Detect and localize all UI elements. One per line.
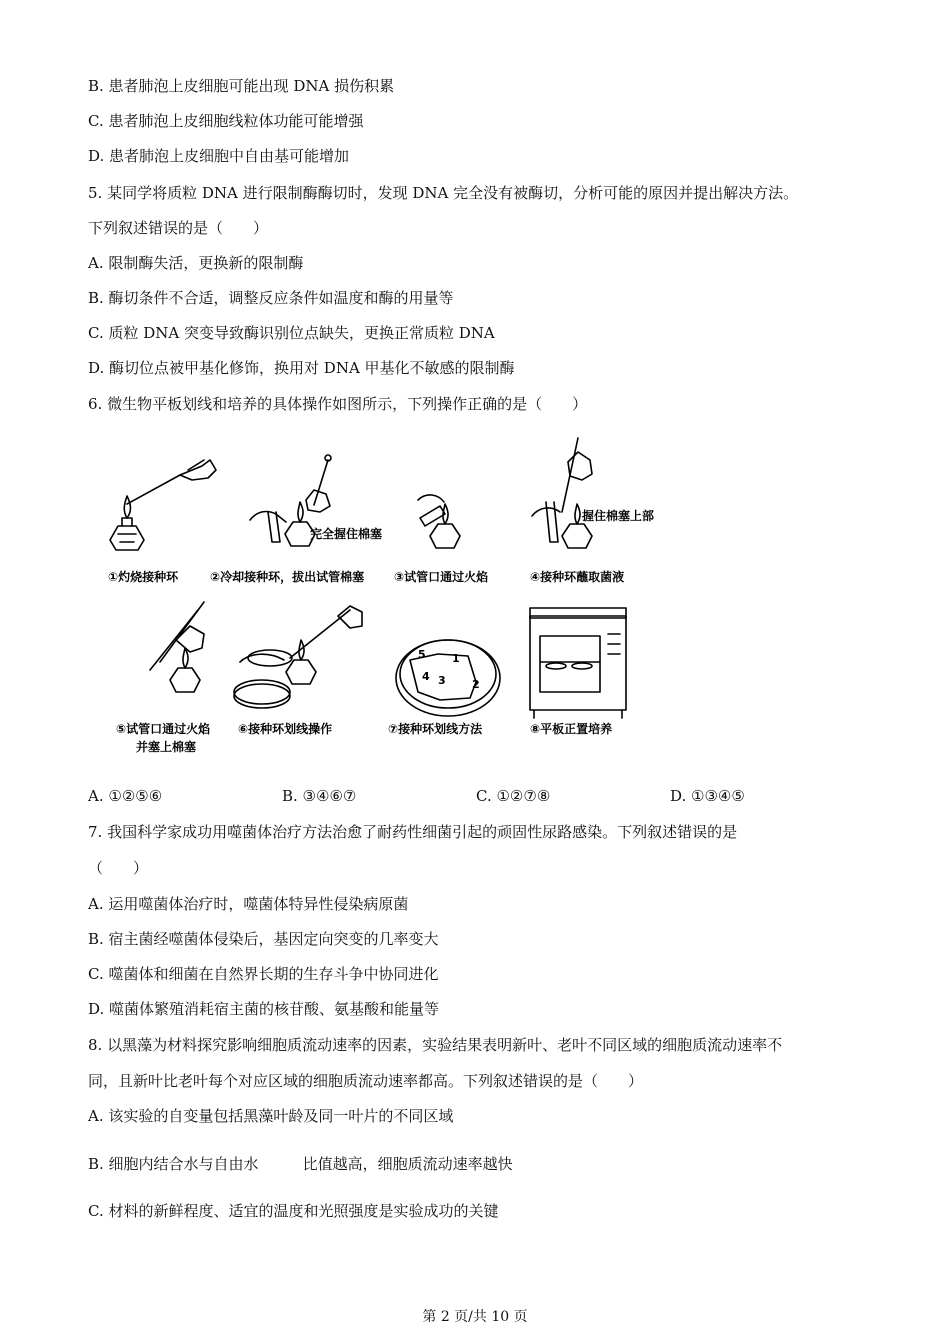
caption-step1: ①灼烧接种环 xyxy=(108,570,179,584)
q8-stem-line2: 同，且新叶比老叶每个对应区域的细胞质流动速率都高。下列叙述错误的是（ ） xyxy=(88,1072,644,1090)
q7-option-b: B. 宿主菌经噬菌体侵染后，基因定向突变的几率变大 xyxy=(88,930,439,948)
note-grip-full: 完全握住棉塞 xyxy=(310,527,383,541)
caption-step2: ②冷却接种环，拔出试管棉塞 xyxy=(210,570,365,584)
q8-stem-line1: 8. 以黑藻为材料探究影响细胞质流动速率的因素，实验结果表明新叶、老叶不同区域的细胞质流动速率不 xyxy=(88,1036,783,1054)
q5-stem-line2: 下列叙述错误的是（ ） xyxy=(88,219,269,237)
caption-step4: ④接种环蘸取菌液 xyxy=(530,570,625,584)
page-footer: 第 2 页/共 10 页 xyxy=(422,1309,528,1325)
q4-option-c: C. 患者肺泡上皮细胞线粒体功能可能增强 xyxy=(88,112,364,130)
caption-step8: ⑧平板正置培养 xyxy=(530,722,613,736)
q5-stem-line1: 5. 某同学将质粒 DNA 进行限制酶酶切时，发现 DNA 完全没有被酶切，分析可能的原因并提出解决方法。 xyxy=(88,184,799,202)
step8-incubator-illustration xyxy=(530,608,626,718)
q8-option-b-part1: B. 细胞内结合水与自由水 xyxy=(88,1155,259,1173)
step3-tube-illustration xyxy=(418,495,460,548)
q5-option-b: B. 酶切条件不合适，调整反应条件如温度和酶的用量等 xyxy=(88,289,454,307)
q7-option-d: D. 噬菌体繁殖消耗宿主菌的核苷酸、氨基酸和能量等 xyxy=(88,1000,440,1018)
q6-option-d: D. ①③④⑤ xyxy=(670,787,745,805)
q7-stem-line2: （ ） xyxy=(88,859,149,877)
q6-option-b: B. ③④⑥⑦ xyxy=(282,787,357,805)
caption-step5-line1: ⑤试管口通过火焰 xyxy=(116,722,211,736)
step7-dish-illustration xyxy=(396,640,500,716)
q7-stem-line1: 7. 我国科学家成功用噬菌体治疗方法治愈了耐药性细菌引起的顽固性尿路感染。下列叙述错误的是 xyxy=(88,823,738,841)
dish-label-3: 3 xyxy=(438,674,446,687)
caption-step3: ③试管口通过火焰 xyxy=(394,570,489,584)
q4-option-b: B. 患者肺泡上皮细胞可能出现 DNA 损伤积累 xyxy=(88,77,395,95)
q8-option-b xyxy=(88,1154,513,1174)
q6-figure-drawing xyxy=(100,430,660,760)
q7-option-a: A. 运用噬菌体治疗时，噬菌体特异性侵染病原菌 xyxy=(88,895,409,913)
step4-tube-illustration xyxy=(532,438,592,548)
q8-option-b-part2: 比值越高，细胞质流动速率越快 xyxy=(302,1155,513,1173)
q8-option-a: A. 该实验的自变量包括黑藻叶龄及同一叶片的不同区域 xyxy=(88,1107,454,1125)
q8-option-c: C. 材料的新鲜程度、适宜的温度和光照强度是实验成功的关键 xyxy=(88,1202,499,1220)
q6-stem: 6. 微生物平板划线和培养的具体操作如图所示，下列操作正确的是（ ） xyxy=(88,395,588,413)
step6-plate-illustration xyxy=(234,606,362,708)
q4-option-d: D. 患者肺泡上皮细胞中自由基可能增加 xyxy=(88,147,350,165)
dish-label-2: 2 xyxy=(472,678,480,691)
step1-lamp-illustration xyxy=(110,460,216,550)
q5-option-d: D. 酶切位点被甲基化修饰，换用对 DNA 甲基化不敏感的限制酶 xyxy=(88,359,515,377)
q5-option-c: C. 质粒 DNA 突变导致酶识别位点缺失，更换正常质粒 DNA xyxy=(88,324,495,342)
caption-step7: ⑦接种环划线方法 xyxy=(388,722,483,736)
dish-label-1: 1 xyxy=(452,652,460,665)
caption-step6: ⑥接种环划线操作 xyxy=(238,722,333,736)
dish-label-4: 4 xyxy=(422,670,430,683)
caption-step5-line2: 并塞上棉塞 xyxy=(136,740,197,754)
dish-label-5: 5 xyxy=(418,648,426,661)
q7-option-c: C. 噬菌体和细菌在自然界长期的生存斗争中协同进化 xyxy=(88,965,439,983)
step5-tube-illustration xyxy=(150,602,204,692)
q5-option-a: A. 限制酶失活，更换新的限制酶 xyxy=(88,254,304,272)
q6-figure xyxy=(100,430,660,760)
q6-option-c: C. ①②⑦⑧ xyxy=(476,787,551,805)
q6-option-a: A. ①②⑤⑥ xyxy=(88,787,163,805)
note-grip-top: 握住棉塞上部 xyxy=(582,509,655,523)
